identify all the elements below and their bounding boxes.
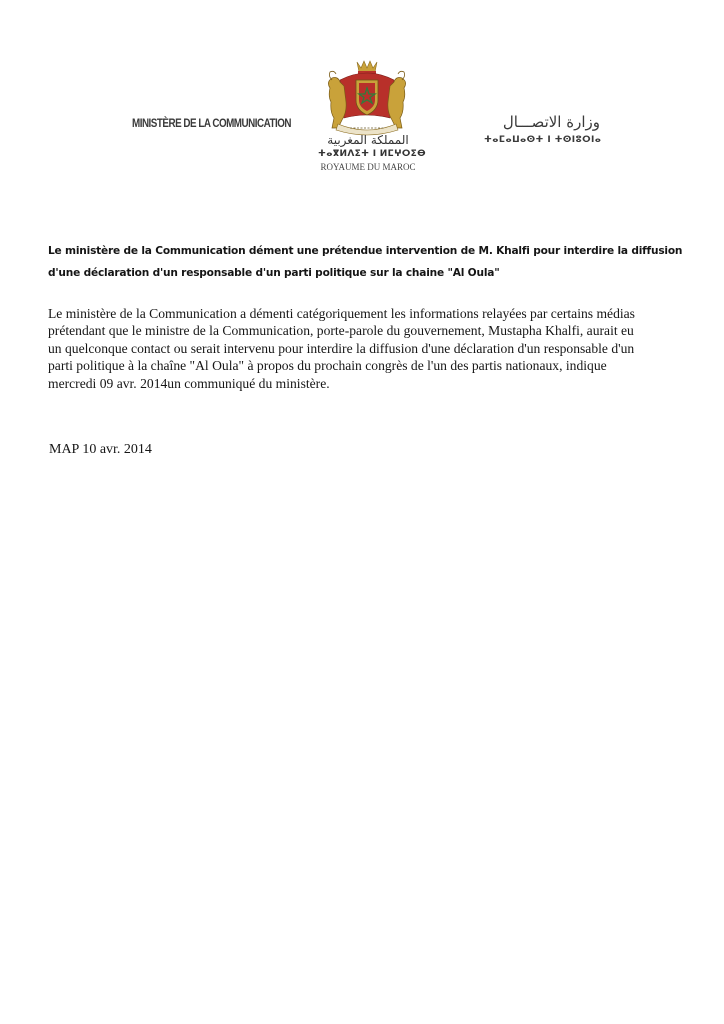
body-line: Le ministère de la Communication a démenti catégoriquement les informations relayées par certains médias (48, 306, 635, 321)
press-release-headline (48, 240, 688, 284)
body-line: parti politique à la chaîne "Al Oula" à propos du prochain congrès de l'un des partis nationaux, indique (48, 358, 607, 374)
headline-line-1: Le ministère de la Communication dément une prétendue intervention de M. Khalfi pour interdire la diffusion (48, 245, 683, 257)
coat-of-arms-emblem (320, 58, 414, 138)
ministry-name-arabic: وزارة الاتصـــال (502, 113, 600, 131)
moroccan-coat-of-arms-icon (320, 58, 414, 138)
press-release-body (48, 305, 668, 392)
body-line: prétendant que le ministre de la Communication, porte-parole du gouvernement, Mustapha Khalfi, aurait eu (48, 323, 634, 339)
kingdom-name-french: ROYAUME DU MAROC (320, 162, 416, 172)
body-line: mercredi 09 avr. 2014un communiqué du ministère. (48, 375, 330, 391)
ministry-name-french: MINISTÈRE DE LA COMMUNICATION (132, 116, 292, 130)
source-and-date: MAP 10 avr. 2014 (49, 442, 152, 457)
body-line: un quelconque contact ou serait intervenu pour interdire la diffusion d'une déclaration d'un responsable d'un (48, 340, 635, 356)
headline-line-2: d'une déclaration d'un responsable d'un parti politique sur la chaine "Al Oula" (48, 267, 500, 279)
ministry-name-tifinagh: ⵜⴰⵎⴰⵡⴰⵙⵜ ⵏ ⵜⵙⵏⵓⵔⵏⴰ (484, 135, 602, 145)
kingdom-name-tifinagh: ⵜⴰⴳⵍⴷⵉⵜ ⵏ ⵍⵎⵖⵔⵉⴱ (318, 149, 426, 159)
kingdom-name-arabic: المملكة المغربية (327, 133, 409, 147)
